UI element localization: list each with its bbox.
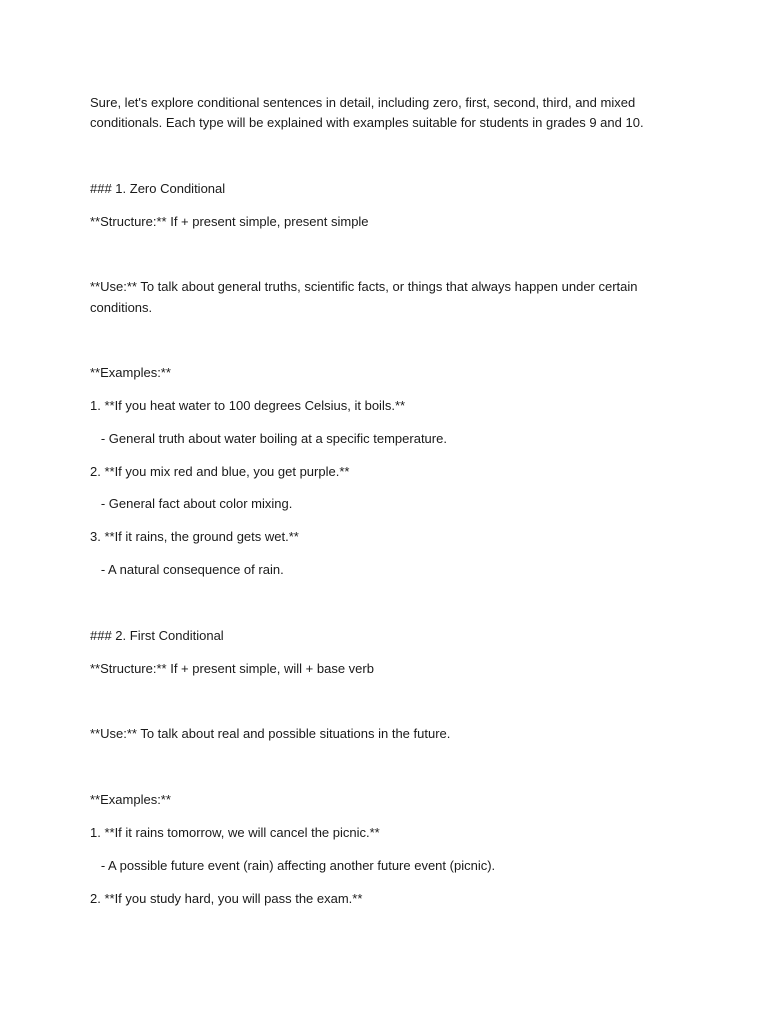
zero-conditional-examples-label: **Examples:** xyxy=(90,365,171,380)
zero-example-2-note: - General fact about color mixing. xyxy=(90,496,293,511)
zero-conditional-heading: ### 1. Zero Conditional xyxy=(90,181,226,196)
intro-line-2: conditionals. Each type will be explained with examples suitable for students in grades 9 and 10. xyxy=(90,115,644,130)
zero-example-3: 3. **If it rains, the ground gets wet.** xyxy=(90,529,299,544)
zero-conditional-use-line-1: **Use:** To talk about general truths, scientific facts, or things that always happen under certain xyxy=(90,279,638,294)
zero-example-1-note: - General truth about water boiling at a specific temperature. xyxy=(90,431,447,446)
zero-example-3-note: - A natural consequence of rain. xyxy=(90,562,284,577)
zero-conditional-structure: **Structure:** If + present simple, present simple xyxy=(90,214,369,229)
first-conditional-use: **Use:** To talk about real and possible situations in the future. xyxy=(90,726,451,741)
zero-example-2: 2. **If you mix red and blue, you get purple.** xyxy=(90,464,350,479)
first-conditional-heading: ### 2. First Conditional xyxy=(90,628,224,643)
intro-line-1: Sure, let's explore conditional sentences in detail, including zero, first, second, third, and mixed xyxy=(90,95,636,110)
first-example-2: 2. **If you study hard, you will pass the exam.** xyxy=(90,891,363,906)
zero-conditional-use-line-2: conditions. xyxy=(90,300,153,315)
first-example-1: 1. **If it rains tomorrow, we will cancel the picnic.** xyxy=(90,825,380,840)
first-example-1-note: - A possible future event (rain) affecting another future event (picnic). xyxy=(90,858,496,873)
zero-example-1: 1. **If you heat water to 100 degrees Celsius, it boils.** xyxy=(90,398,406,413)
first-conditional-structure: **Structure:** If + present simple, will + base verb xyxy=(90,661,374,676)
first-conditional-examples-label: **Examples:** xyxy=(90,792,171,807)
